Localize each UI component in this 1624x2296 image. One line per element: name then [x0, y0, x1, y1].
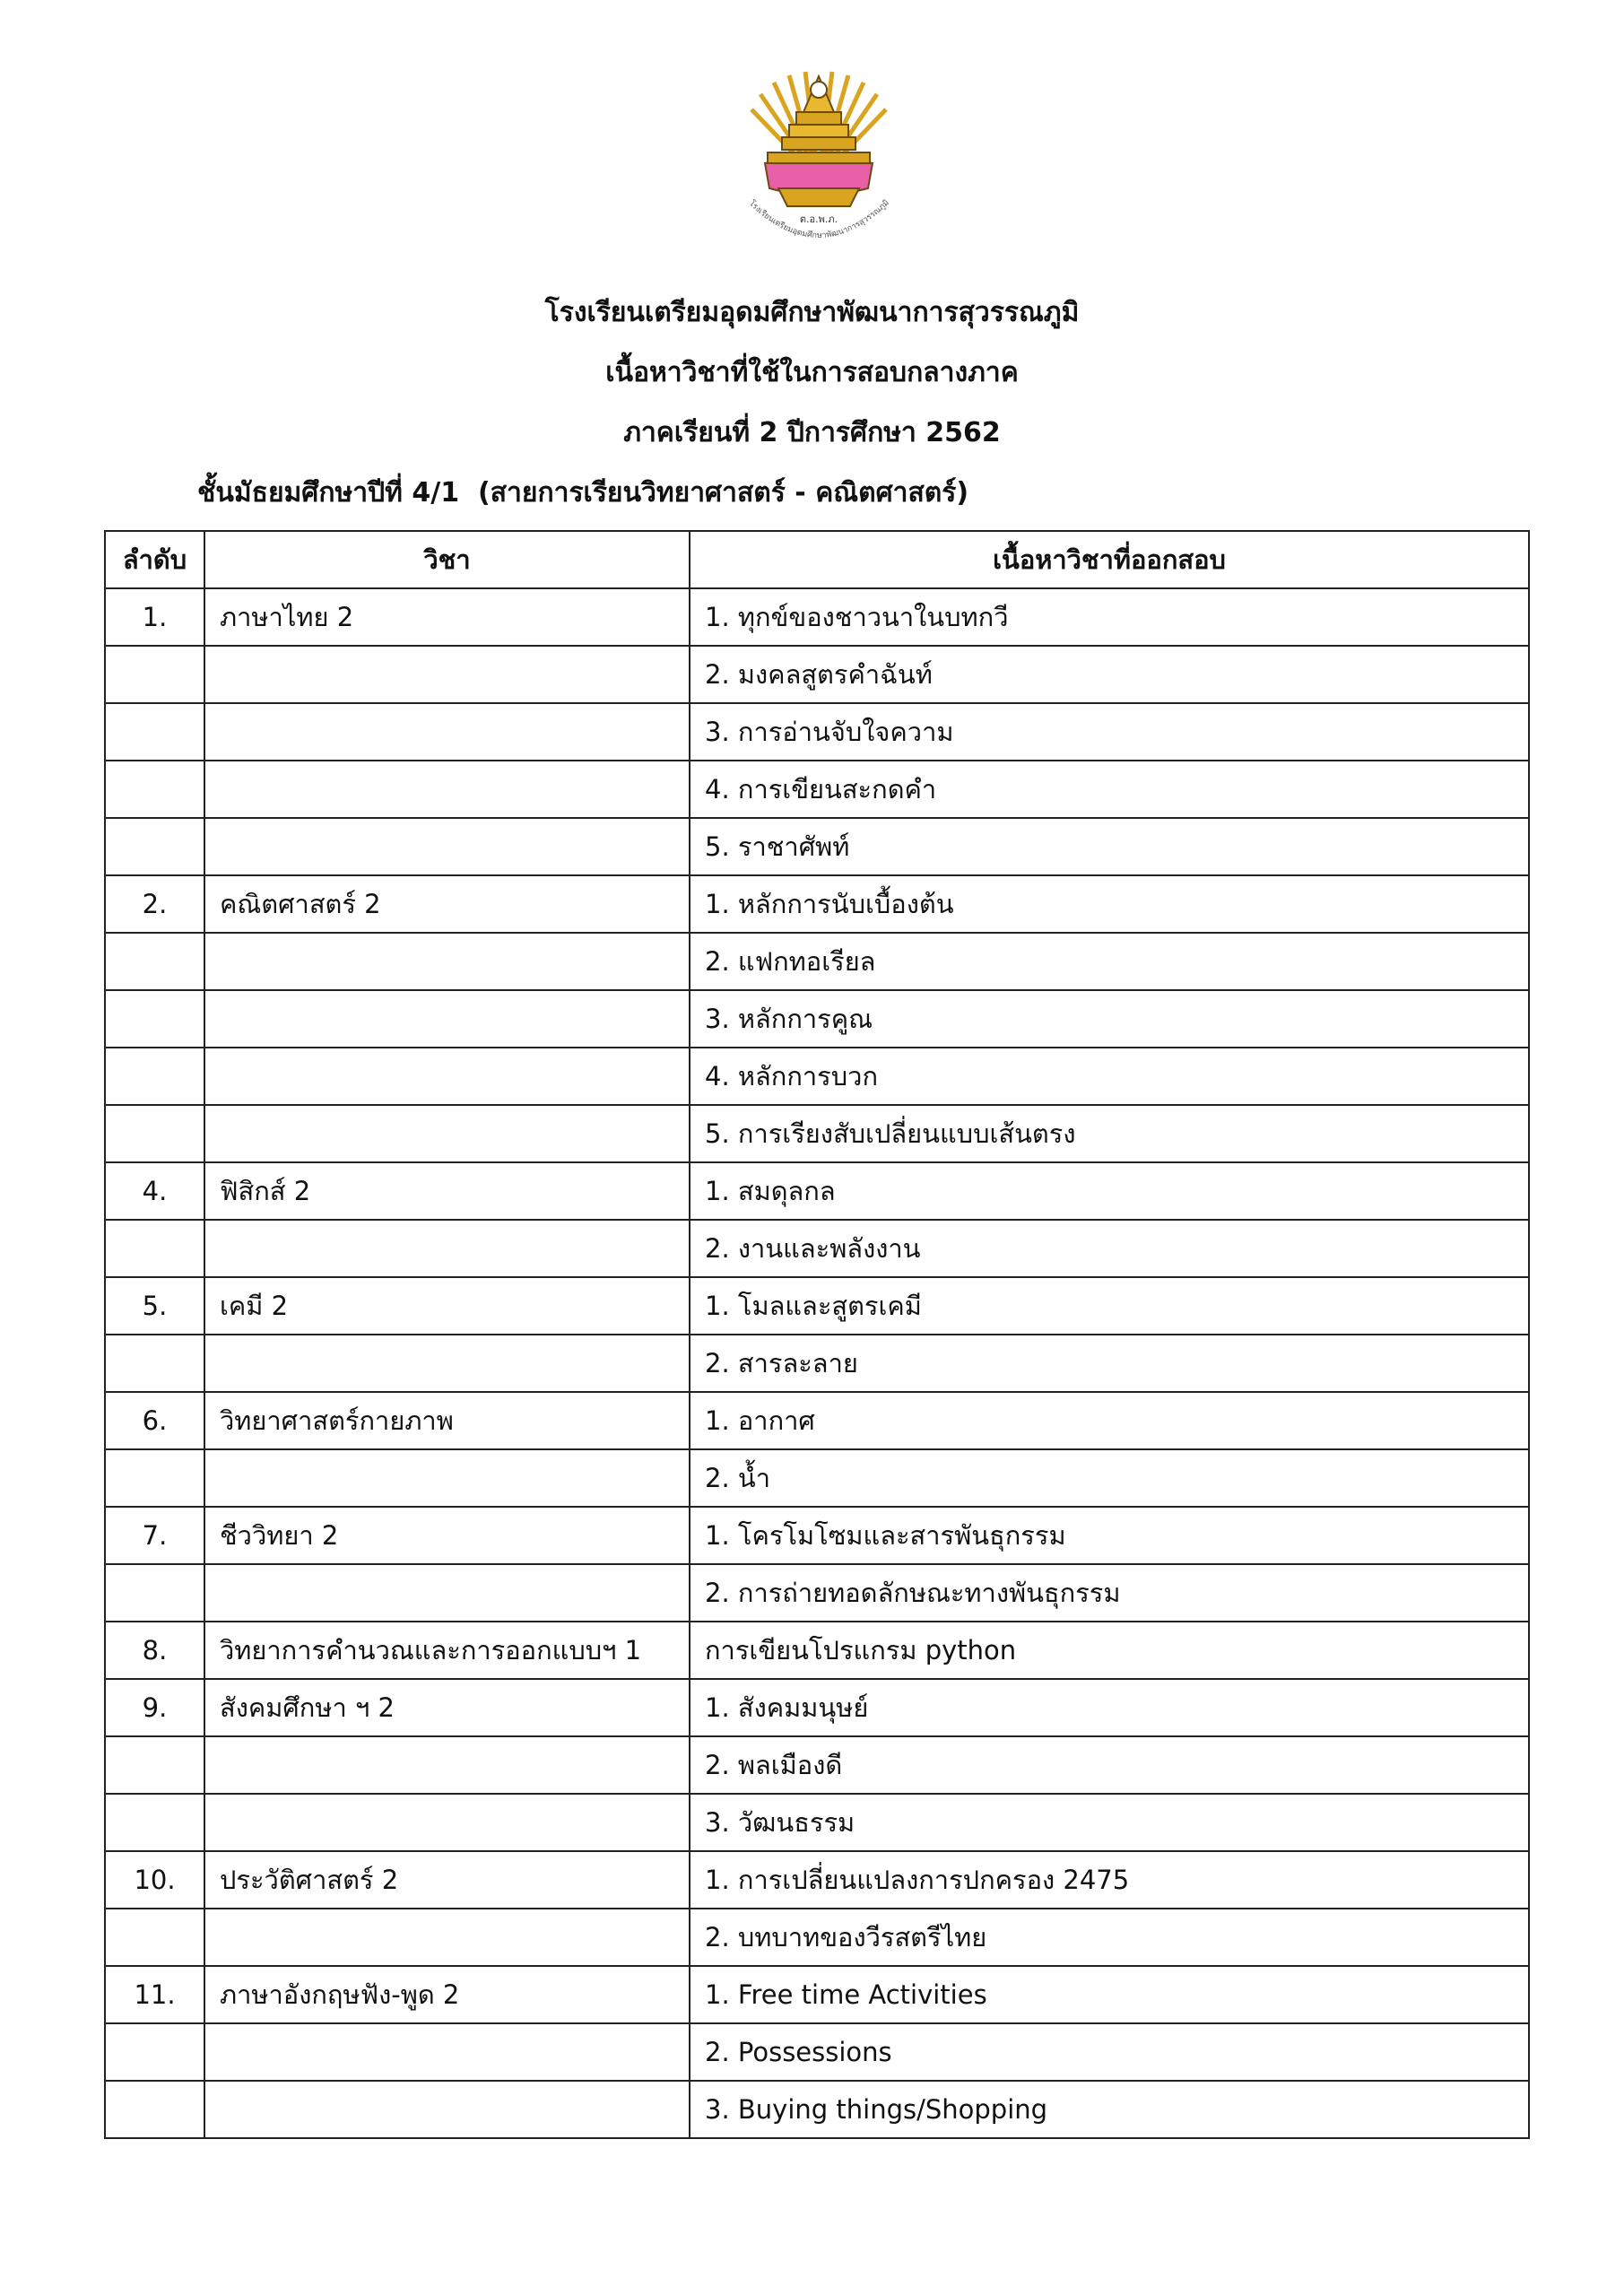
- cell-order: [105, 761, 204, 818]
- table-row: [105, 875, 1529, 933]
- cell-content: การเขียนโปรแกรม python: [690, 1622, 1529, 1679]
- table-row: [105, 1277, 1529, 1335]
- header-content: เนื้อหาวิชาที่ออกสอบ: [690, 531, 1529, 588]
- cell-content: 2. งานและพลังงาน: [690, 1220, 1529, 1277]
- table-row: [105, 2081, 1529, 2138]
- cell-content: 3. วัฒนธรรม: [690, 1794, 1529, 1851]
- exam-content-table: [104, 530, 1530, 2139]
- cell-content: 2. แฟกทอเรียล: [690, 933, 1529, 990]
- cell-order: [105, 1335, 204, 1392]
- table-row: [105, 1622, 1529, 1679]
- cell-content: 2. บทบาทของวีรสตรีไทย: [690, 1909, 1529, 1966]
- cell-order: 7.: [105, 1507, 204, 1564]
- table-row: [105, 1564, 1529, 1622]
- cell-order: [105, 1105, 204, 1162]
- table-row: [105, 1794, 1529, 1851]
- cell-order: [105, 933, 204, 990]
- cell-order: 8.: [105, 1622, 204, 1679]
- cell-subject: คณิตศาสตร์ 2: [204, 875, 690, 933]
- table-row: [105, 1392, 1529, 1449]
- cell-content: 5. การเรียงสับเปลี่ยนแบบเส้นตรง: [690, 1105, 1529, 1162]
- cell-subject: [204, 2081, 690, 2138]
- table-row: [105, 1220, 1529, 1277]
- table-row: [105, 588, 1529, 646]
- cell-subject: [204, 1564, 690, 1622]
- cell-order: [105, 703, 204, 761]
- school-emblem-icon: [725, 63, 913, 260]
- cell-subject: ภาษาไทย 2: [204, 588, 690, 646]
- cell-order: [105, 1220, 204, 1277]
- cell-subject: [204, 1220, 690, 1277]
- cell-content: 4. การเขียนสะกดคำ: [690, 761, 1529, 818]
- class-line: ชั้นมัธยมศึกษาปีที่ 4/1 (สายการเรียนวิทยาศาสตร์ - คณิตศาสตร์): [197, 477, 969, 509]
- cell-content: 3. การอ่านจับใจความ: [690, 703, 1529, 761]
- cell-subject: วิทยาการคำนวณและการออกแบบฯ 1: [204, 1622, 690, 1679]
- cell-content: 1. หลักการนับเบื้องต้น: [690, 875, 1529, 933]
- table-row: [105, 818, 1529, 875]
- cell-order: [105, 2023, 204, 2081]
- table-row: [105, 2023, 1529, 2081]
- table-header-row: [105, 531, 1529, 588]
- header-order: ลำดับ: [105, 531, 204, 588]
- table-row: [105, 1679, 1529, 1736]
- term-title: ภาคเรียนที่ 2 ปีการศึกษา 2562: [623, 417, 1001, 448]
- cell-content: 5. ราชาศัพท์: [690, 818, 1529, 875]
- cell-subject: [204, 933, 690, 990]
- cell-subject: [204, 703, 690, 761]
- cell-content: 1. การเปลี่ยนแปลงการปกครอง 2475: [690, 1851, 1529, 1909]
- cell-content: 1. อากาศ: [690, 1392, 1529, 1449]
- table-row: [105, 703, 1529, 761]
- cell-content: 1. สมดุลกล: [690, 1162, 1529, 1220]
- header-subject: วิชา: [204, 531, 690, 588]
- cell-order: 5.: [105, 1277, 204, 1335]
- cell-order: 2.: [105, 875, 204, 933]
- cell-content: 2. น้ำ: [690, 1449, 1529, 1507]
- table-row: [105, 933, 1529, 990]
- cell-content: 2. การถ่ายทอดลักษณะทางพันธุกรรม: [690, 1564, 1529, 1622]
- cell-content: 1. ทุกข์ของชาวนาในบทกวี: [690, 588, 1529, 646]
- cell-content: 2. Possessions: [690, 2023, 1529, 2081]
- cell-order: [105, 646, 204, 703]
- cell-subject: [204, 990, 690, 1048]
- cell-subject: ฟิสิกส์ 2: [204, 1162, 690, 1220]
- table-row: [105, 1105, 1529, 1162]
- cell-order: 9.: [105, 1679, 204, 1736]
- cell-order: 1.: [105, 588, 204, 646]
- cell-subject: วิทยาศาสตร์กายภาพ: [204, 1392, 690, 1449]
- emblem-caption: ต.อ.พ.ภ.: [799, 213, 838, 225]
- cell-subject: [204, 1105, 690, 1162]
- cell-content: 1. Free time Activities: [690, 1966, 1529, 2023]
- cell-subject: [204, 1909, 690, 1966]
- cell-subject: [204, 2023, 690, 2081]
- cell-order: [105, 1794, 204, 1851]
- table-row: [105, 1966, 1529, 2023]
- cell-order: 10.: [105, 1851, 204, 1909]
- cell-subject: [204, 1449, 690, 1507]
- cell-order: [105, 1564, 204, 1622]
- cell-subject: ภาษาอังกฤษฟัง-พูด 2: [204, 1966, 690, 2023]
- cell-subject: [204, 1048, 690, 1105]
- cell-content: 2. พลเมืองดี: [690, 1736, 1529, 1794]
- cell-content: 1. สังคมมนุษย์: [690, 1679, 1529, 1736]
- cell-order: [105, 1449, 204, 1507]
- cell-content: 4. หลักการบวก: [690, 1048, 1529, 1105]
- table-row: [105, 646, 1529, 703]
- table-row: [105, 1507, 1529, 1564]
- cell-order: [105, 1736, 204, 1794]
- cell-order: 11.: [105, 1966, 204, 2023]
- table-row: [105, 1909, 1529, 1966]
- cell-order: [105, 1909, 204, 1966]
- table-row: [105, 1048, 1529, 1105]
- cell-content: 1. โมลและสูตรเคมี: [690, 1277, 1529, 1335]
- table-row: [105, 1736, 1529, 1794]
- table-row: [105, 1449, 1529, 1507]
- cell-subject: [204, 1335, 690, 1392]
- cell-subject: [204, 1736, 690, 1794]
- cell-order: [105, 1048, 204, 1105]
- table-row: [105, 1335, 1529, 1392]
- cell-subject: [204, 646, 690, 703]
- table-row: [105, 1851, 1529, 1909]
- cell-subject: สังคมศึกษา ฯ 2: [204, 1679, 690, 1736]
- cell-subject: [204, 818, 690, 875]
- school-name-title: โรงเรียนเตรียมอุดมศึกษาพัฒนาการสุวรรณภูมิ: [544, 297, 1080, 328]
- cell-subject: ประวัติศาสตร์ 2: [204, 1851, 690, 1909]
- cell-content: 1. โครโมโซมและสารพันธุกรรม: [690, 1507, 1529, 1564]
- cell-order: [105, 990, 204, 1048]
- table-row: [105, 990, 1529, 1048]
- cell-order: 4.: [105, 1162, 204, 1220]
- emblem-arc-text: โรงเรียนเตรียมอุดมศึกษาพัฒนาการสุวรรณภูมิ: [746, 198, 891, 241]
- cell-content: 3. Buying things/Shopping: [690, 2081, 1529, 2138]
- document-subtitle: เนื้อหาวิชาที่ใช้ในการสอบกลางภาค: [605, 357, 1019, 388]
- cell-subject: ชีววิทยา 2: [204, 1507, 690, 1564]
- cell-subject: [204, 761, 690, 818]
- table-row: [105, 761, 1529, 818]
- cell-order: [105, 818, 204, 875]
- cell-subject: เคมี 2: [204, 1277, 690, 1335]
- cell-content: 3. หลักการคูณ: [690, 990, 1529, 1048]
- cell-content: 2. สารละลาย: [690, 1335, 1529, 1392]
- cell-subject: [204, 1794, 690, 1851]
- cell-content: 2. มงคลสูตรคำฉันท์: [690, 646, 1529, 703]
- cell-order: 6.: [105, 1392, 204, 1449]
- table-row: [105, 1162, 1529, 1220]
- cell-order: [105, 2081, 204, 2138]
